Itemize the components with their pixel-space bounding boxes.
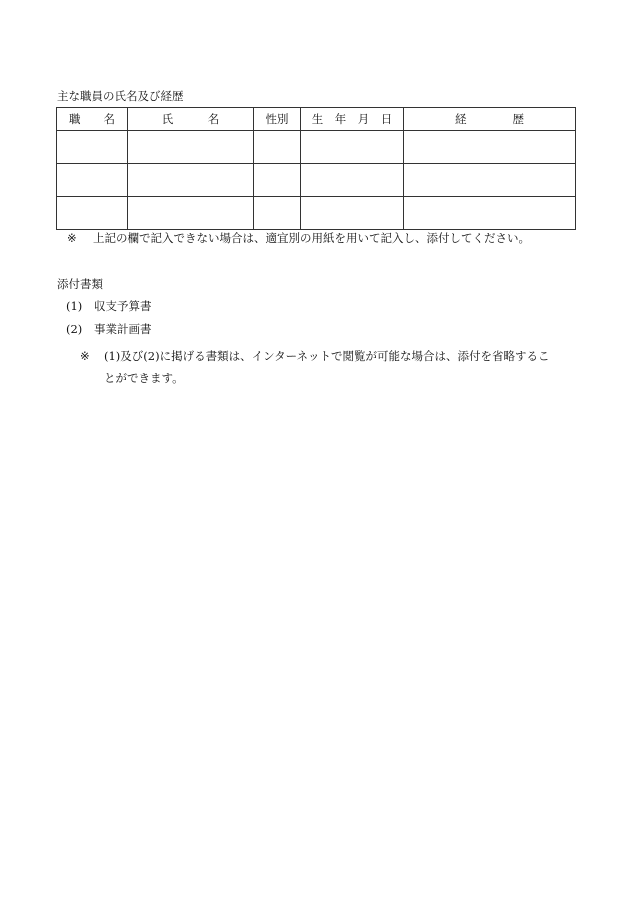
- table-cell[interactable]: [254, 197, 301, 230]
- table-cell[interactable]: [128, 164, 254, 197]
- note-text: 上記の欄で記入できない場合は、適宜別の用紙を用いて記入し、添付してください。: [93, 231, 530, 245]
- header-gender: 性別: [254, 108, 301, 131]
- attachments-note-line1: [80, 345, 580, 367]
- header-name: 氏 名: [128, 108, 254, 131]
- attachments-note-line2: とができます。: [104, 371, 184, 385]
- table-cell[interactable]: [301, 131, 404, 164]
- attachment-number: (1): [66, 299, 83, 313]
- table-note: [67, 231, 530, 245]
- table-cell[interactable]: [404, 131, 576, 164]
- note-mark: ※: [80, 349, 90, 363]
- table-cell[interactable]: [57, 197, 128, 230]
- table-cell[interactable]: [254, 164, 301, 197]
- attachment-number: (2): [66, 322, 83, 336]
- header-career: 経 歴: [404, 108, 576, 131]
- table-cell[interactable]: [254, 131, 301, 164]
- table-cell[interactable]: [128, 131, 254, 164]
- note-mark: ※: [67, 231, 77, 245]
- staff-table: [56, 107, 576, 230]
- attachments-title: 添付書類: [57, 277, 103, 291]
- attachments-note: [80, 345, 580, 389]
- attachment-label: 事業計画書: [94, 322, 152, 336]
- table-cell[interactable]: [301, 197, 404, 230]
- table-cell[interactable]: [128, 197, 254, 230]
- header-birthdate: 生 年 月 日: [301, 108, 404, 131]
- table-cell[interactable]: [57, 131, 128, 164]
- header-position: 職 名: [57, 108, 128, 131]
- section-title: 主な職員の氏名及び経歴: [57, 89, 184, 103]
- attachments-note-text: (1)及び(2)に掲げる書類は、インターネットで閲覧が可能な場合は、添付を省略するこ: [104, 349, 550, 363]
- attachment-item: [66, 322, 152, 336]
- table-row: [57, 131, 576, 164]
- table-header-row: [57, 108, 576, 131]
- attachment-item: [66, 299, 152, 313]
- table-cell[interactable]: [404, 197, 576, 230]
- table-cell[interactable]: [404, 164, 576, 197]
- table-cell[interactable]: [57, 164, 128, 197]
- table-cell[interactable]: [301, 164, 404, 197]
- attachment-label: 収支予算書: [94, 299, 152, 313]
- table-row: [57, 164, 576, 197]
- table-row: [57, 197, 576, 230]
